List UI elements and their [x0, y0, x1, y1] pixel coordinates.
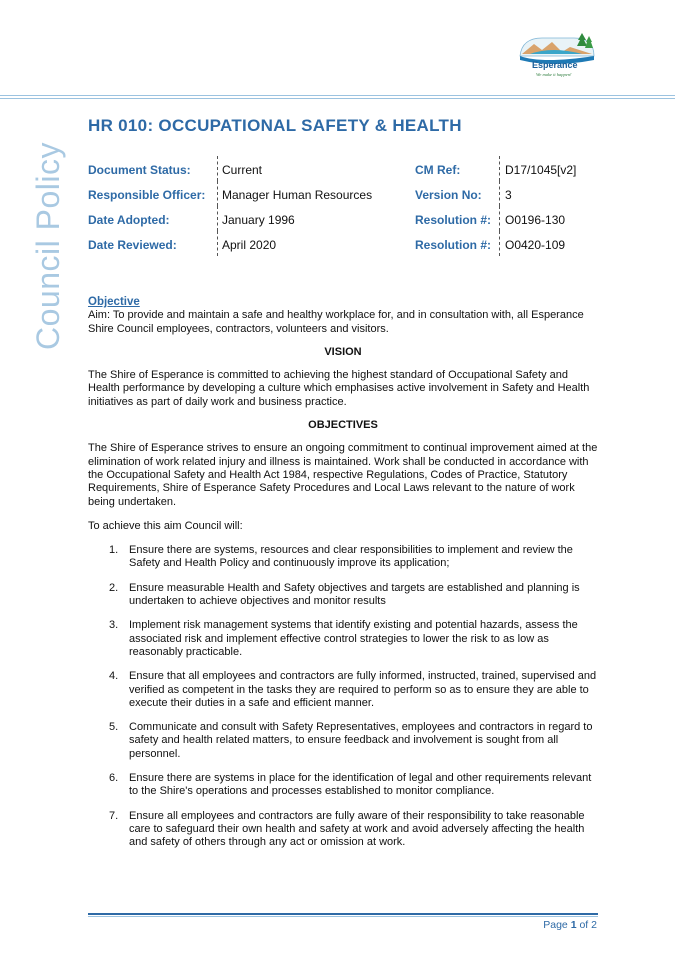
meta-value: O0420-109 — [505, 238, 566, 252]
policy-body — [88, 296, 598, 861]
meta-label: Date Reviewed: — [88, 238, 177, 252]
dashed-divider — [499, 181, 500, 206]
meta-label: Resolution #: — [415, 238, 492, 252]
meta-value: Current — [222, 163, 263, 177]
list-item — [88, 544, 598, 571]
meta-value: January 1996 — [222, 213, 295, 227]
list-item — [88, 619, 598, 659]
page-word: Page — [543, 919, 568, 931]
list-item — [88, 772, 598, 799]
list-item-text: Implement risk management systems that identify existing and potential hazards, assess the associated risk and implement effective control strategies to lower the risk to as low as reasonably practicable. — [129, 619, 578, 658]
meta-label: Responsible Officer: — [88, 188, 206, 202]
list-item-text: Ensure there are systems in place for the identification of legal and other requirements relevant to the Shire's operations and processes established to monitor compliance. — [129, 772, 592, 798]
list-item-text: Ensure that all employees and contractors are fully informed, instructed, trained, supervised and verified as competent in the tasks they are required to perform so as to ensure they are able to execute their duties in a safe and efficient manner. — [129, 670, 597, 709]
meta-value: D17/1045[v2] — [505, 163, 577, 177]
aim-paragraph: Aim: To provide and maintain a safe and healthy workplace for, and in consultation with, all Esperance Shire Council employees, contractors, volunteers and visitors. — [88, 309, 584, 335]
page-number — [543, 919, 597, 931]
page-total: 2 — [591, 919, 597, 931]
dashed-divider — [499, 231, 500, 256]
meta-label: Date Adopted: — [88, 213, 170, 227]
dashed-divider — [217, 206, 218, 231]
list-number: 6. — [109, 772, 119, 785]
list-item — [88, 582, 598, 609]
page-current: 1 — [570, 919, 577, 931]
list-number: 2. — [109, 581, 119, 594]
objectives-heading: OBJECTIVES — [308, 419, 378, 432]
list-number: 3. — [109, 619, 119, 632]
dashed-divider — [217, 181, 218, 206]
dashed-divider — [217, 156, 218, 181]
objective-heading: Objective — [88, 296, 140, 308]
page-of: of — [579, 919, 589, 931]
dashed-divider — [217, 231, 218, 256]
meta-row — [88, 206, 608, 231]
meta-row — [88, 156, 608, 181]
meta-row — [88, 181, 608, 206]
list-number: 7. — [109, 809, 119, 822]
list-item-text: Ensure all employees and contractors are fully aware of their responsibility to take reasonable care to safeguard their own health and safety at work and avoid adversely affecting the health and safety of others through any act or omission at work. — [129, 809, 585, 849]
dashed-divider — [499, 206, 500, 231]
dashed-divider — [499, 156, 500, 181]
footer-rule — [88, 913, 598, 917]
list-item — [88, 810, 598, 850]
logo-brand-text: Esperance — [532, 60, 578, 70]
meta-value: April 2020 — [222, 238, 277, 252]
meta-row — [88, 231, 608, 256]
vision-paragraph: The Shire of Esperance is committed to achieving the highest standard of Occupational Safety and Health performance by developing a culture which emphasises active involvement in Safety and Health initiatives as part of daily work and business practice. — [88, 369, 590, 408]
shire-of-esperance-logo — [512, 30, 598, 80]
list-number: 1. — [109, 544, 119, 557]
list-item-text: Ensure there are systems, resources and clear responsibilities to implement and review the Safety and Health Policy and continuously improve its application; — [129, 544, 573, 570]
vision-heading: VISION — [324, 345, 362, 358]
document-metadata — [88, 156, 608, 266]
page-title: HR 010: OCCUPATIONAL SAFETY & HEALTH — [88, 116, 462, 135]
objectives-list — [88, 544, 598, 849]
meta-label: Resolution #: — [415, 213, 492, 227]
list-item — [88, 721, 598, 761]
list-number: 4. — [109, 670, 119, 683]
council-policy-side-title: Council Policy — [30, 142, 66, 350]
objectives-paragraph: The Shire of Esperance strives to ensure an ongoing commitment to continual improvement aimed at the elimination of work related injury and illness is maintained. Work shall be conducted in accordance with the Occupational Safety and Health Act 1984, respective Regulations, Codes of Practice, Statutory Requirements, Shire of Esperance Safety Procedures and Local Laws relevant to the nature of work being undertaken. — [88, 442, 598, 508]
meta-label: Document Status: — [88, 163, 191, 177]
meta-value: 3 — [505, 188, 512, 202]
list-item-text: Ensure measurable Health and Safety objectives and targets are established and planning is undertaken to achieve objectives and monitor results — [129, 581, 580, 608]
intro-paragraph: To achieve this aim Council will: — [88, 519, 243, 532]
meta-label: CM Ref: — [415, 163, 461, 177]
header-rule — [0, 94, 675, 100]
list-item — [88, 670, 598, 710]
meta-label: Version No: — [415, 188, 482, 202]
logo-tagline: We make it happen! — [536, 72, 572, 77]
meta-value: Manager Human Resources — [222, 188, 373, 202]
list-number: 5. — [109, 721, 119, 734]
list-item-text: Communicate and consult with Safety Representatives, employees and contractors in regard to safety and health related matters, to ensure feedback and involvement is sought from all personnel. — [129, 721, 593, 760]
meta-value: O0196-130 — [505, 213, 566, 227]
